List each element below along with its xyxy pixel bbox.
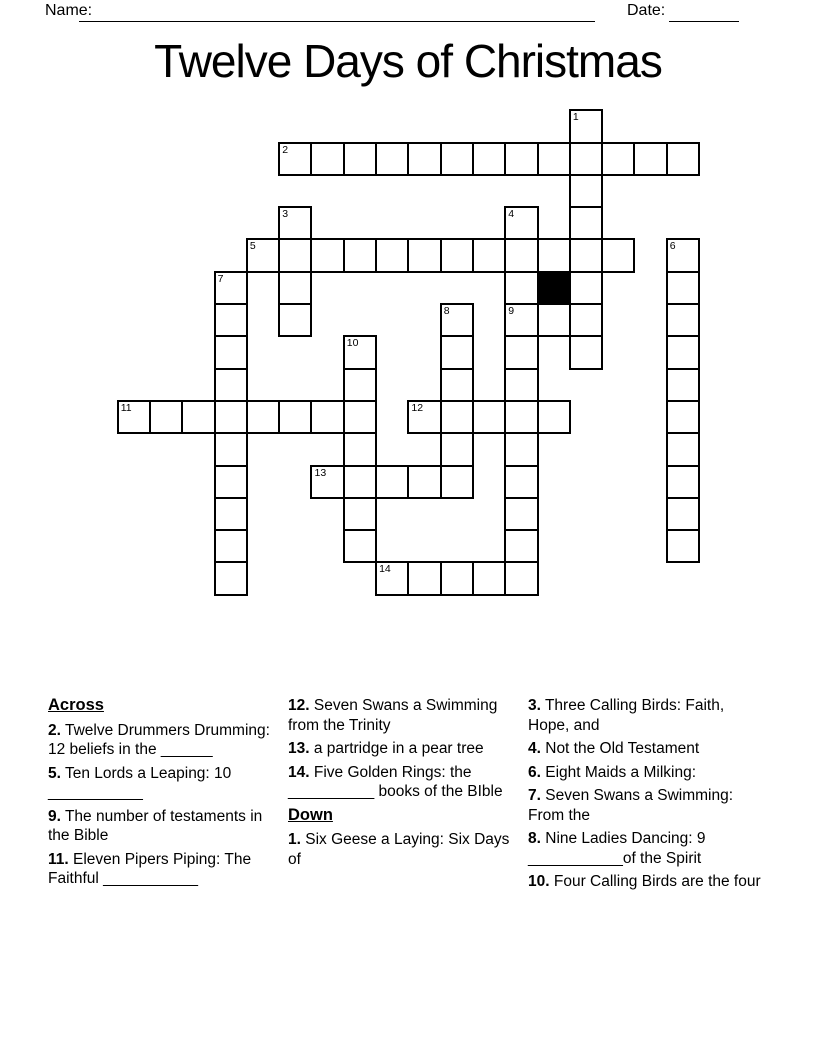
grid-cell[interactable] — [504, 271, 538, 305]
name-label: Name: — [45, 2, 93, 19]
clue-number: 14. — [288, 763, 310, 781]
grid-cell[interactable] — [569, 303, 603, 337]
grid-cell[interactable] — [504, 303, 538, 337]
clue-text: a partridge in a pear tree — [309, 740, 484, 757]
grid-cell[interactable] — [375, 561, 409, 595]
grid-cell[interactable] — [343, 529, 377, 563]
grid-cell[interactable] — [375, 238, 409, 272]
grid-cell[interactable] — [569, 271, 603, 305]
clues-heading-down: Down — [288, 805, 333, 824]
grid-cell[interactable] — [472, 561, 506, 595]
grid-cell[interactable] — [214, 465, 248, 499]
grid-clue-number: 2 — [282, 143, 289, 156]
grid-cell[interactable] — [569, 142, 603, 176]
grid-cell[interactable] — [440, 335, 474, 369]
grid-cell[interactable] — [504, 400, 538, 434]
clue-text: Not the Old Testament — [540, 740, 700, 757]
clue-text: Seven Swans a Swimming: From the — [528, 787, 734, 824]
grid-cell[interactable] — [569, 206, 603, 240]
grid-cell[interactable] — [343, 335, 377, 369]
grid-cell[interactable] — [278, 271, 312, 305]
grid-cell[interactable] — [666, 303, 700, 337]
grid-clue-number: 13 — [314, 466, 327, 479]
clue-item — [288, 739, 516, 759]
grid-cell[interactable] — [214, 529, 248, 563]
grid-cell[interactable] — [633, 142, 667, 176]
grid-cell[interactable] — [440, 465, 474, 499]
grid-cell[interactable] — [407, 400, 441, 434]
grid-cell[interactable] — [601, 142, 635, 176]
grid-cell[interactable] — [569, 238, 603, 272]
grid-cell[interactable] — [375, 465, 409, 499]
grid-cell[interactable] — [569, 174, 603, 208]
grid-cell[interactable] — [278, 206, 312, 240]
grid-cell[interactable] — [278, 238, 312, 272]
grid-cell[interactable] — [310, 238, 344, 272]
grid-clue-number: 5 — [249, 240, 256, 253]
clue-text: Six Geese a Laying: Six Days of — [288, 831, 510, 868]
grid-cell[interactable] — [343, 400, 377, 434]
clue-number: 3. — [528, 697, 541, 714]
clue-item — [528, 696, 768, 735]
clue-item — [528, 829, 768, 868]
grid-cell[interactable] — [246, 238, 280, 272]
grid-cell[interactable] — [407, 142, 441, 176]
grid-clue-number: 8 — [443, 305, 450, 318]
grid-cell[interactable] — [310, 400, 344, 434]
clues-heading-across: Across — [48, 696, 104, 714]
clue-number: 8. — [528, 830, 541, 847]
grid-cell[interactable] — [214, 561, 248, 595]
clue-item — [528, 739, 768, 759]
grid-cell[interactable] — [537, 303, 571, 337]
grid-cell[interactable] — [246, 400, 280, 434]
name-fill-line[interactable] — [79, 21, 595, 22]
grid-cell[interactable] — [343, 238, 377, 272]
grid-clue-number: 7 — [217, 272, 224, 285]
clue-number: 13. — [288, 740, 310, 757]
grid-clue-number: 6 — [669, 240, 676, 253]
grid-cell[interactable] — [278, 303, 312, 337]
grid-cell[interactable] — [214, 400, 248, 434]
grid-cell[interactable] — [472, 400, 506, 434]
grid-clue-number: 1 — [572, 111, 579, 124]
black-cell — [537, 271, 571, 305]
clue-text: Seven Swans a Swimming from the Trinity — [288, 697, 498, 734]
grid-cell[interactable] — [504, 432, 538, 466]
clue-text: Eight Maids a Milking: — [540, 763, 696, 781]
grid-cell[interactable] — [504, 465, 538, 499]
clue-number: 10. — [528, 873, 550, 890]
date-label: Date: — [627, 2, 666, 19]
grid-cell[interactable] — [407, 238, 441, 272]
grid-clue-number: 3 — [282, 208, 289, 221]
grid-cell[interactable] — [666, 465, 700, 499]
grid-cell[interactable] — [666, 335, 700, 369]
grid-cell[interactable] — [343, 142, 377, 176]
clue-item — [288, 696, 516, 735]
grid-cell[interactable] — [278, 400, 312, 434]
clue-text: The number of testaments in the Bible — [48, 807, 263, 844]
grid-cell[interactable] — [504, 142, 538, 176]
clue-number: 5. — [48, 764, 61, 782]
clue-item — [288, 830, 516, 869]
grid-cell[interactable] — [343, 465, 377, 499]
clue-number: 4. — [528, 740, 541, 757]
grid-cell[interactable] — [472, 142, 506, 176]
grid-cell[interactable] — [666, 238, 700, 272]
clue-text: Four Calling Birds are the four — [549, 873, 761, 890]
clue-item — [48, 721, 276, 760]
grid-cell[interactable] — [504, 238, 538, 272]
grid-cell[interactable] — [407, 561, 441, 595]
clue-item — [528, 786, 768, 825]
grid-clue-number: 11 — [120, 401, 132, 414]
grid-cell[interactable] — [343, 432, 377, 466]
clue-column — [288, 696, 516, 873]
grid-cell[interactable] — [472, 238, 506, 272]
grid-cell[interactable] — [537, 238, 571, 272]
grid-cell[interactable] — [504, 335, 538, 369]
header-row — [45, 2, 771, 24]
grid-cell[interactable] — [407, 465, 441, 499]
clue-text: Three Calling Birds: Faith, Hope, and — [528, 697, 725, 734]
grid-cell[interactable] — [149, 400, 183, 434]
grid-clue-number: 10 — [346, 337, 359, 350]
grid-cell[interactable] — [214, 497, 248, 531]
clue-number: 6. — [528, 763, 541, 781]
grid-cell[interactable] — [117, 400, 151, 434]
grid-cell[interactable] — [214, 335, 248, 369]
page-title: Twelve Days of Christmas — [154, 35, 662, 87]
grid-cell[interactable] — [310, 142, 344, 176]
grid-cell[interactable] — [666, 271, 700, 305]
clue-text: Five Golden Rings: the __________ books of the BIble — [288, 763, 503, 800]
grid-cell[interactable] — [504, 561, 538, 595]
grid-cell[interactable] — [666, 368, 700, 402]
grid-cell[interactable] — [214, 271, 248, 305]
clue-text: Eleven Pipers Piping: The Faithful ___________ — [48, 850, 252, 887]
grid-clue-number: 12 — [411, 401, 424, 414]
grid-cell[interactable] — [666, 432, 700, 466]
grid-cell[interactable] — [504, 368, 538, 402]
clue-number: 2. — [48, 721, 61, 739]
clue-text: Nine Ladies Dancing: 9 ___________of the Spirit — [528, 830, 706, 867]
clue-column — [48, 696, 276, 893]
grid-cell[interactable] — [601, 238, 635, 272]
grid-cell[interactable] — [440, 400, 474, 434]
grid-cell[interactable] — [278, 142, 312, 176]
grid-cell[interactable] — [666, 529, 700, 563]
grid-clue-number: 14 — [379, 563, 391, 576]
clue-item — [528, 763, 768, 783]
clue-number: 7. — [528, 787, 541, 804]
clue-item — [48, 850, 276, 889]
clue-item — [528, 872, 768, 892]
clue-column — [528, 696, 768, 896]
grid-cell[interactable] — [343, 368, 377, 402]
grid-cell[interactable] — [666, 142, 700, 176]
clue-item — [48, 807, 276, 846]
grid-cell[interactable] — [375, 142, 409, 176]
clue-item — [48, 764, 276, 803]
grid-cell[interactable] — [310, 465, 344, 499]
date-fill-line[interactable] — [669, 21, 739, 22]
grid-cell[interactable] — [666, 497, 700, 531]
grid-cell[interactable] — [569, 335, 603, 369]
grid-cell[interactable] — [504, 206, 538, 240]
grid-cell[interactable] — [666, 400, 700, 434]
grid-cell[interactable] — [214, 303, 248, 337]
grid-cell[interactable] — [440, 368, 474, 402]
grid-cell[interactable] — [440, 303, 474, 337]
grid-cell[interactable] — [537, 400, 571, 434]
grid-cell[interactable] — [440, 561, 474, 595]
clue-number: 9. — [48, 807, 61, 825]
grid-cell[interactable] — [181, 400, 215, 434]
grid-cell[interactable] — [504, 497, 538, 531]
grid-cell[interactable] — [537, 142, 571, 176]
clue-text: Twelve Drummers Drumming: 12 beliefs in the ______ — [48, 721, 270, 758]
grid-cell[interactable] — [440, 432, 474, 466]
clue-number: 1. — [288, 831, 301, 848]
clue-number: 12. — [288, 697, 310, 714]
grid-clue-number: 9 — [508, 305, 515, 318]
clue-number: 11. — [48, 850, 69, 868]
clue-text: Ten Lords a Leaping: 10 ___________ — [48, 764, 232, 801]
grid-cell[interactable] — [440, 238, 474, 272]
grid-cell[interactable] — [343, 497, 377, 531]
clue-item — [288, 763, 516, 802]
grid-cell[interactable] — [214, 432, 248, 466]
grid-cell[interactable] — [440, 142, 474, 176]
grid-cell[interactable] — [504, 529, 538, 563]
grid-cell[interactable] — [214, 368, 248, 402]
grid-clue-number: 4 — [508, 208, 515, 221]
grid-cell[interactable] — [569, 109, 603, 143]
